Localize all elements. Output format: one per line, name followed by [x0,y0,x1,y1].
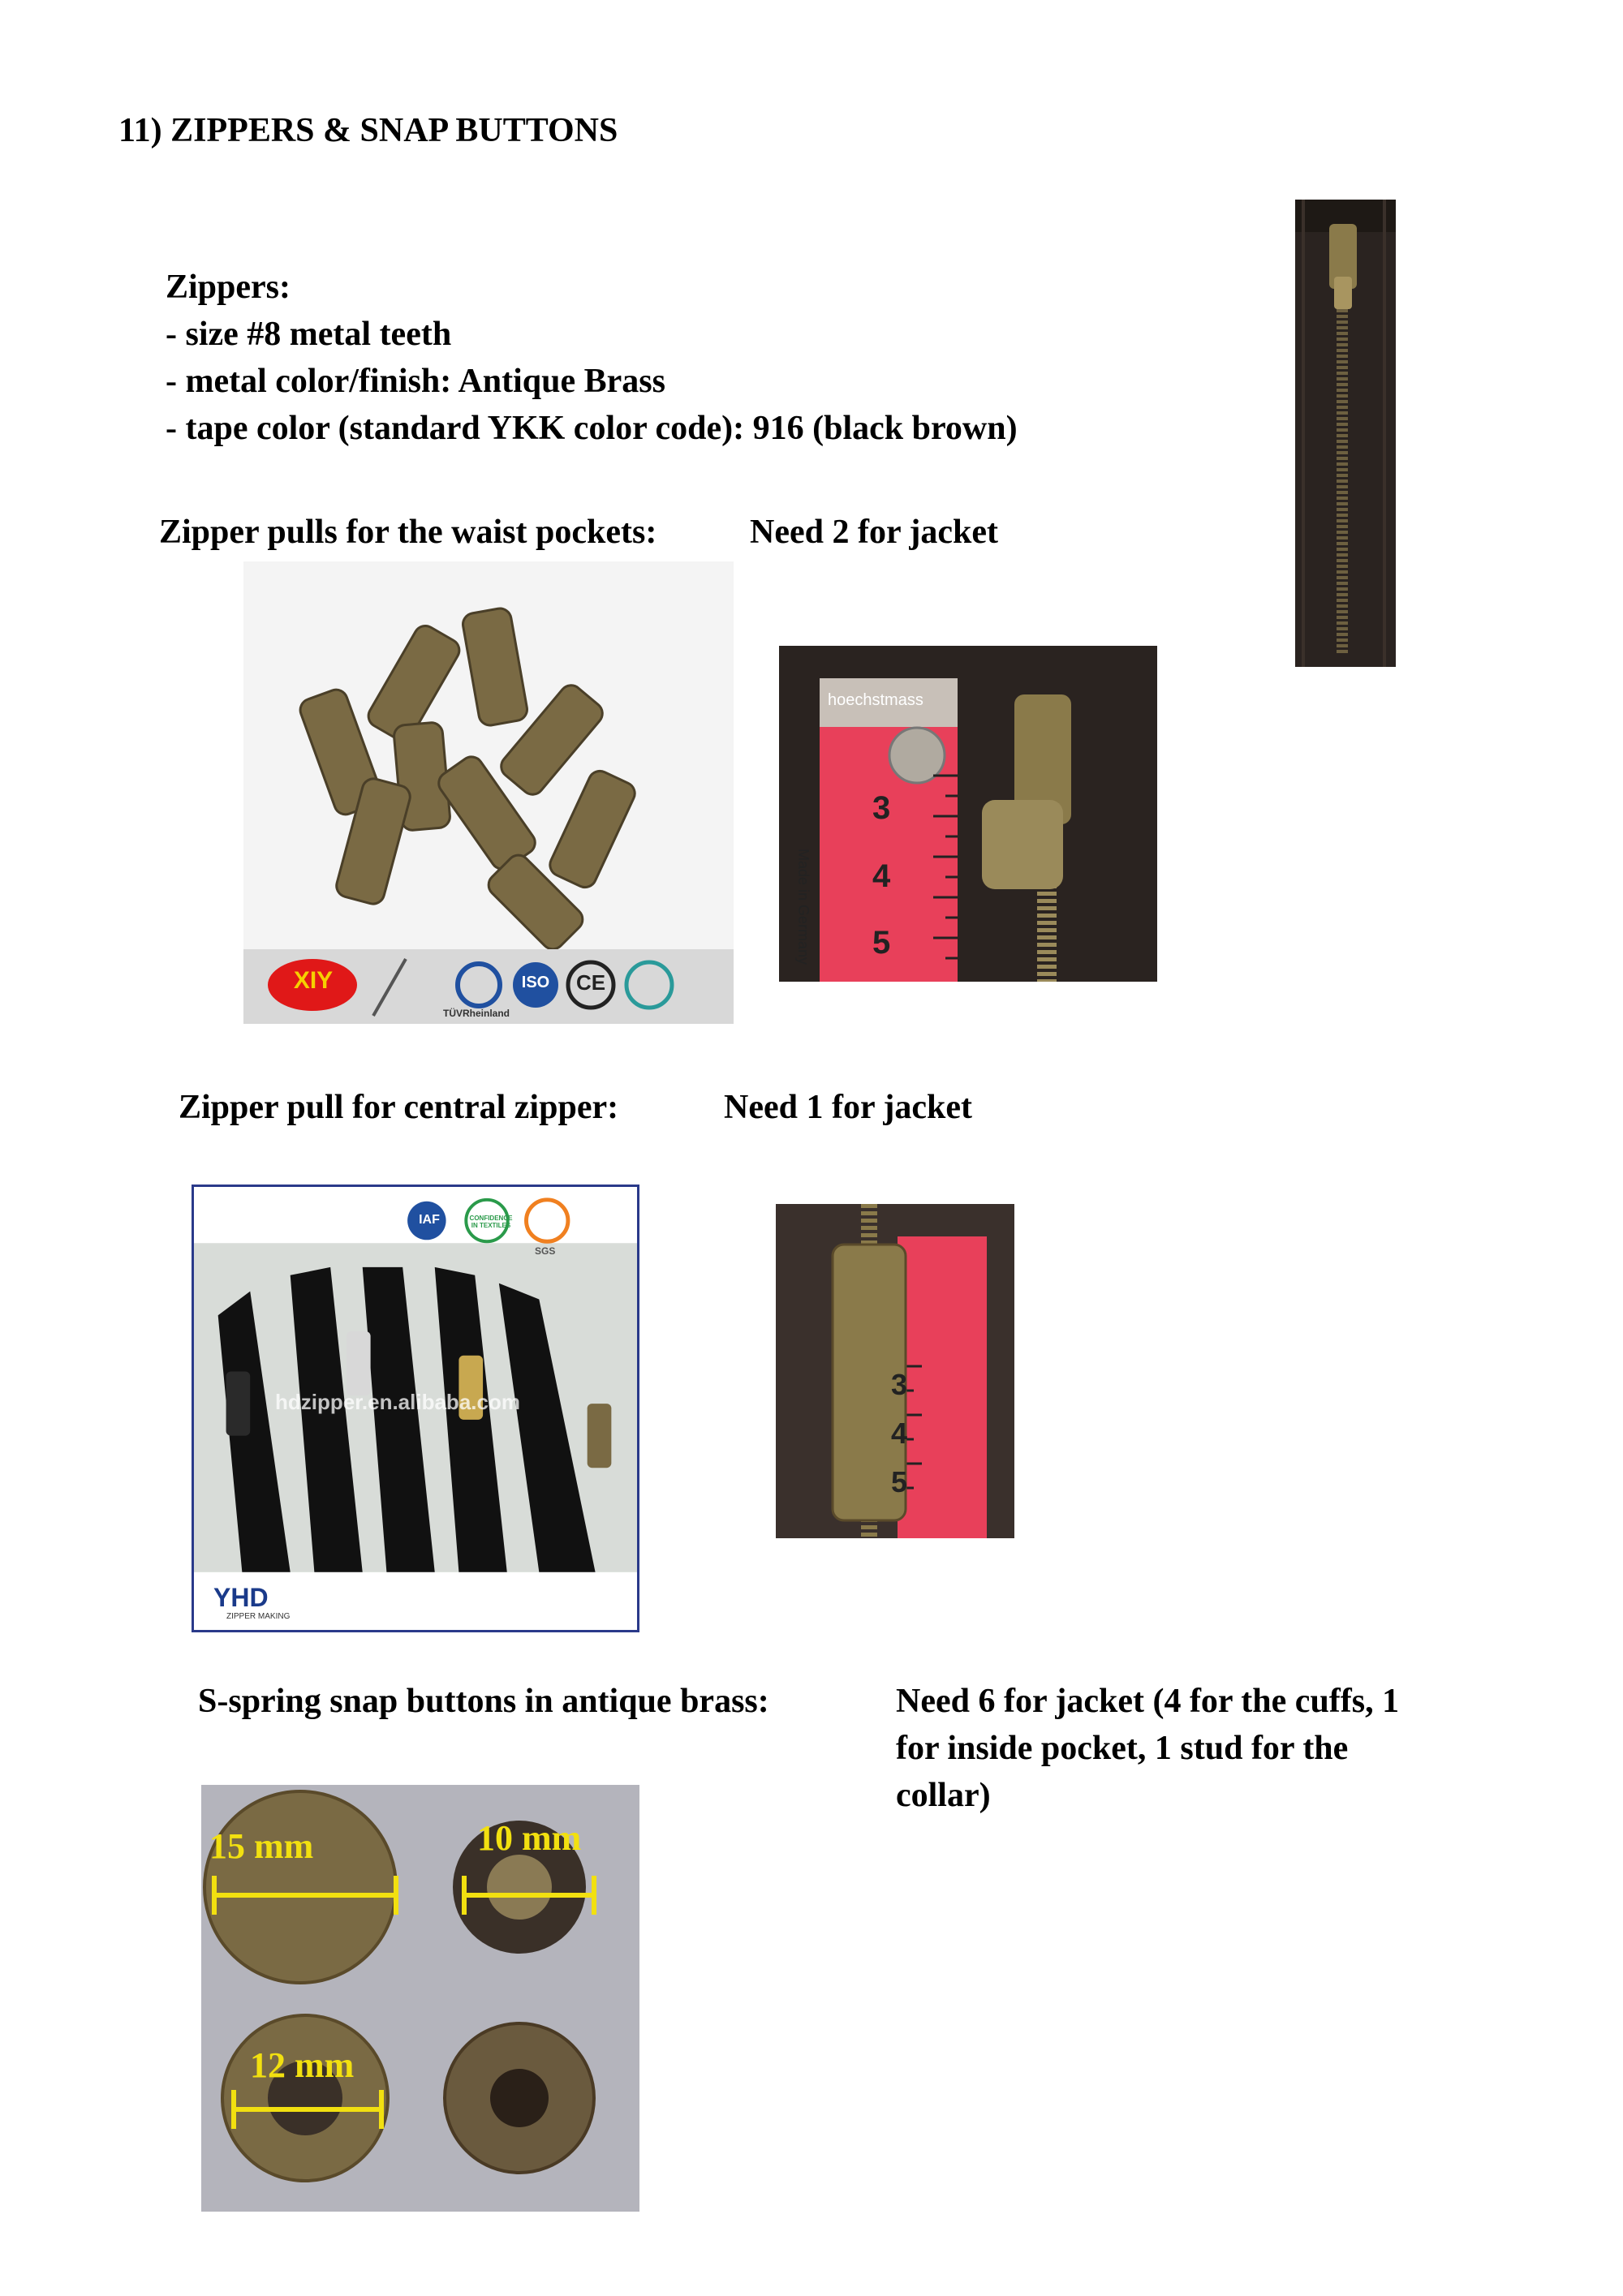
snap-buttons-label: S-spring snap buttons in antique brass: [198,1683,769,1720]
zipper-pulls-product-photo [243,561,734,1024]
snap-buttons-photo [201,1785,639,2212]
yhd-logo: YHD [213,1583,269,1612]
spec-finish: - metal color/finish: Antique Brass [166,363,665,400]
yhd-zippers-product-photo [192,1185,639,1632]
central-zipper-need: Need 1 for jacket [724,1089,972,1126]
tuv-cert-label: TÜVRheinland [443,1008,510,1019]
section-title: 11) ZIPPERS & SNAP BUTTONS [118,112,618,149]
zipper-spec-list [166,311,1018,452]
sgs-cert-label: SGS [535,1245,556,1257]
central-tape-mark-3: 3 [891,1368,908,1401]
cit-cert-label: CONFIDENCE IN TEXTILES [469,1215,513,1229]
tape-mark-5: 5 [872,925,891,961]
central-zipper-label: Zipper pull for central zipper: [179,1089,619,1126]
snap-buttons-need: Need 6 for jacket (4 for the cuffs, 1 for inside pocket, 1 stud for the collar) [896,1683,1400,1814]
waist-pockets-need: Need 2 for jacket [750,514,998,551]
xiy-logo: XIY [293,967,334,994]
tape-brand: hoechstmass [828,691,923,709]
spec-size: - size #8 metal teeth [166,316,452,353]
iso-cert-label: ISO [521,974,550,991]
zippers-heading: Zippers: [166,269,291,306]
measure-15mm: 15 mm [209,1826,314,1866]
waist-pockets-label: Zipper pulls for the waist pockets: [159,514,657,551]
yhd-watermark: hdzipper.en.alibaba.com [275,1390,520,1414]
tape-mark-3: 3 [872,790,891,826]
central-tape-mark-5: 5 [891,1465,908,1498]
measure-10mm: 10 mm [477,1818,582,1858]
central-zipper-tape-measure-photo [776,1204,1014,1538]
yhd-logo-sub: ZIPPER MAKING [226,1612,291,1621]
iaf-cert-label: IAF [419,1213,440,1227]
ce-cert-label: CE [575,970,606,995]
tape-mark-4: 4 [872,858,891,894]
spec-tape-color: - tape color (standard YKK color code): 916 (black brown) [166,410,1018,447]
tape-made-in: Made in Germany [795,849,812,965]
central-tape-mark-4: 4 [891,1417,908,1450]
measure-12mm: 12 mm [250,2045,355,2085]
zipper-closeup-photo [1295,200,1396,667]
waist-zipper-tape-measure-photo [779,646,1157,982]
